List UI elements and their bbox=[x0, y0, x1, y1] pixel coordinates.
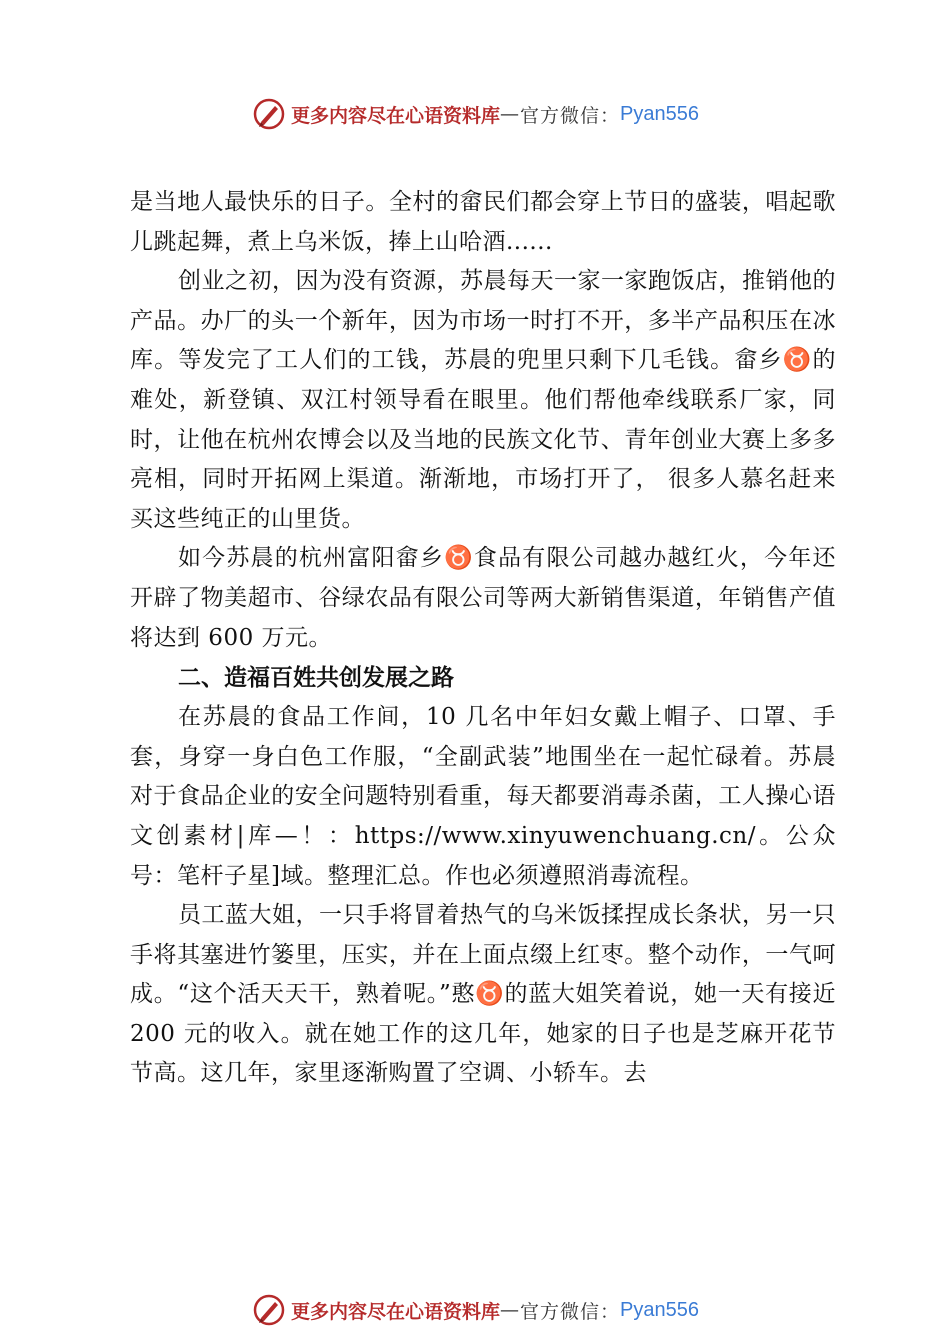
paragraph: 在苏晨的食品工作间，10 几名中年妇女戴上帽子、口罩、手套，身穿一身白色工作服，“全副武装”地围坐在一起忙碌着。苏晨对于食品企业的安全问题特别看重，每天都要消毒杀菌，工人操心语文创素材|库—！：https://www.xinyuwenchuang.cn/。公众号：笔杆子星]域。整理汇总。作也必须遵照消毒流程。 bbox=[130, 704, 836, 889]
footer-wechat-id: Pyan556 bbox=[620, 1298, 699, 1321]
pen-logo-icon bbox=[251, 1292, 287, 1328]
footer-banner bbox=[0, 1290, 950, 1330]
footer-brand-text: 更多内容尽在心语资料库 bbox=[291, 1300, 501, 1323]
paragraph: 如今苏晨的杭州富阳畲乡♉食品有限公司越办越红火，今年还开辟了物美超市、谷绿农品有限公司等两大新销售渠道，年销售产值将达到 600 万元。 bbox=[130, 545, 836, 651]
document-body bbox=[130, 183, 836, 1094]
paragraph: 是当地人最快乐的日子。全村的畲民们都会穿上节日的盛装，唱起歌儿跳起舞，煮上乌米饭，捧上山哈酒...... bbox=[130, 189, 836, 255]
banner-wechat-id: Pyan556 bbox=[620, 102, 699, 125]
header-banner bbox=[0, 94, 950, 134]
section-heading: 二、造福百姓共创发展之路 bbox=[178, 665, 454, 692]
paragraph: 创业之初，因为没有资源，苏晨每天一家一家跑饭店，推销他的产品。办厂的头一个新年，因为市场一时打不开，多半产品积压在冰库。等发完了工人们的工钱，苏晨的兜里只剩下几毛钱。畲乡♉的难处，新登镇、双江村领导看在眼里。他们帮他牵线联系厂家，同时，让他在杭州农博会以及当地的民族文化节、青年创业大赛上多多亮相，同时开拓网上渠道。渐渐地，市场打开了， 很多人慕名赶来买这些纯正的山里货。 bbox=[130, 268, 836, 532]
footer-dash: — bbox=[500, 1299, 521, 1321]
banner-brand-text: 更多内容尽在心语资料库 bbox=[291, 104, 501, 127]
pen-logo-icon bbox=[251, 96, 287, 132]
banner-wechat-label: 官方微信： bbox=[520, 104, 621, 127]
footer-wechat-label: 官方微信： bbox=[520, 1300, 621, 1323]
paragraph: 员工蓝大姐，一只手将冒着热气的乌米饭揉捏成长条状，另一只手将其塞进竹篓里，压实，并在上面点缀上红枣。整个动作，一气呵成。“这个活天天干，熟着呢。”憨♉的蓝大姐笑着说，她一天有接近 200 元的收入。就在她工作的这几年，她家的日子也是芝麻开花节节高。这几年，家里逐渐购置了空调、小轿车。去 bbox=[130, 902, 836, 1087]
banner-dash: — bbox=[500, 103, 521, 125]
